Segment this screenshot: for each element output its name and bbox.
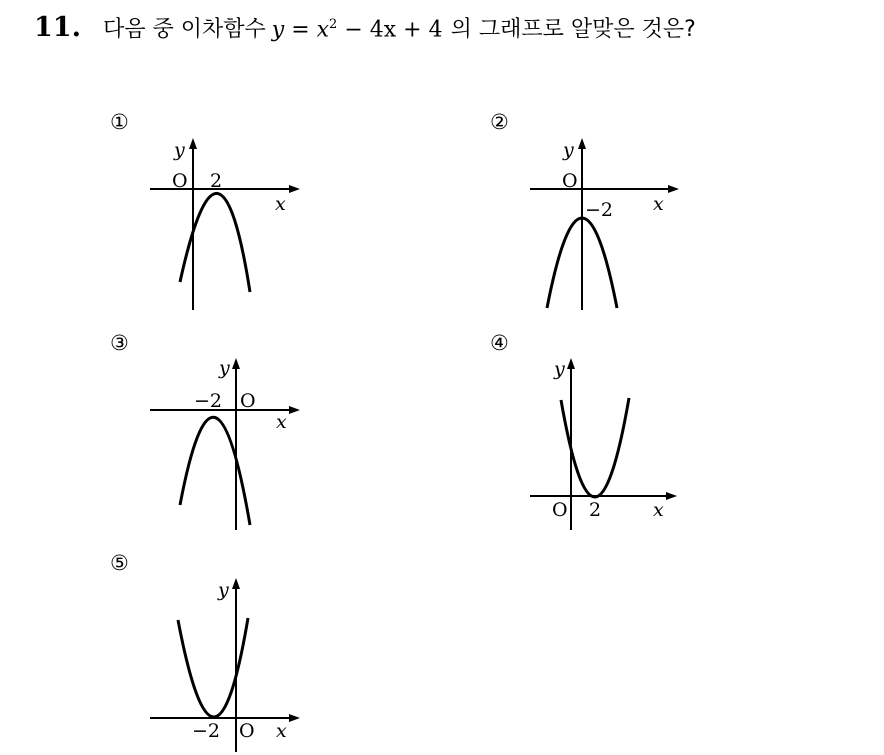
choice-4-y-arrow xyxy=(567,358,575,369)
choice-3-y-label: y xyxy=(219,357,230,379)
equation-equals: = xyxy=(291,17,310,42)
choice-1-x-arrow xyxy=(289,185,300,193)
equation-rest: − 4x + 4 xyxy=(344,17,443,42)
question-header xyxy=(34,12,696,48)
choice-4-graph[interactable] xyxy=(525,350,695,535)
choice-4-number[interactable]: ④ xyxy=(490,331,509,355)
choice-5-x-arrow xyxy=(289,714,300,722)
choice-5-y-label: y xyxy=(218,579,229,601)
choice-2-point-label: −2 xyxy=(585,199,614,221)
choice-4-origin-label: O xyxy=(552,499,568,521)
equation-power: 2 xyxy=(329,16,338,32)
choice-2-x-label: x xyxy=(653,193,664,215)
choice-2-number[interactable]: ② xyxy=(490,110,509,134)
choice-2-y-arrow xyxy=(578,138,586,149)
choice-2-y-label: y xyxy=(563,139,574,161)
choice-5-parabola xyxy=(178,618,248,717)
question-number: 11. xyxy=(34,12,81,43)
choice-4-x-label: x xyxy=(653,499,664,521)
choice-3-y-arrow xyxy=(232,358,240,369)
choice-5-graph[interactable] xyxy=(140,570,310,755)
equation-y: y xyxy=(271,17,285,42)
choice-5-point-label: −2 xyxy=(192,720,221,742)
choice-1-y-arrow xyxy=(189,138,197,149)
choice-5-origin-label: O xyxy=(239,720,255,742)
choice-3-point-label: −2 xyxy=(194,390,223,412)
choice-1-origin-label: O xyxy=(172,170,188,192)
choice-3-x-label: x xyxy=(276,411,287,433)
choice-3-graph[interactable] xyxy=(140,350,310,535)
choice-5-x-label: x xyxy=(276,720,287,742)
choice-1-graph[interactable] xyxy=(140,130,310,315)
choice-2-x-arrow xyxy=(668,185,679,193)
choice-3-origin-label: O xyxy=(240,390,256,412)
question-prefix: 다음 중 이차함수 xyxy=(102,17,266,42)
question-equation xyxy=(272,17,443,42)
choice-1-parabola xyxy=(180,193,250,292)
choice-2-origin-label: O xyxy=(562,170,578,192)
choice-2-graph[interactable] xyxy=(525,130,695,315)
choice-3-number[interactable]: ③ xyxy=(110,331,129,355)
choice-5-y-arrow xyxy=(232,578,240,589)
choice-1-point-label: 2 xyxy=(210,170,223,192)
question-suffix: 의 그래프로 알맞은 것은? xyxy=(450,17,696,42)
choice-4-point-label: 2 xyxy=(589,499,602,521)
choice-1-y-label: y xyxy=(174,139,185,161)
equation-x: x xyxy=(316,17,330,42)
choice-3-parabola xyxy=(180,417,250,525)
choice-4-x-arrow xyxy=(666,492,677,500)
choice-5-number[interactable]: ⑤ xyxy=(110,551,129,575)
choice-4-y-label: y xyxy=(554,358,565,380)
choice-1-x-label: x xyxy=(275,193,286,215)
choice-3-x-arrow xyxy=(289,406,300,414)
choice-1-number[interactable]: ① xyxy=(110,110,129,134)
